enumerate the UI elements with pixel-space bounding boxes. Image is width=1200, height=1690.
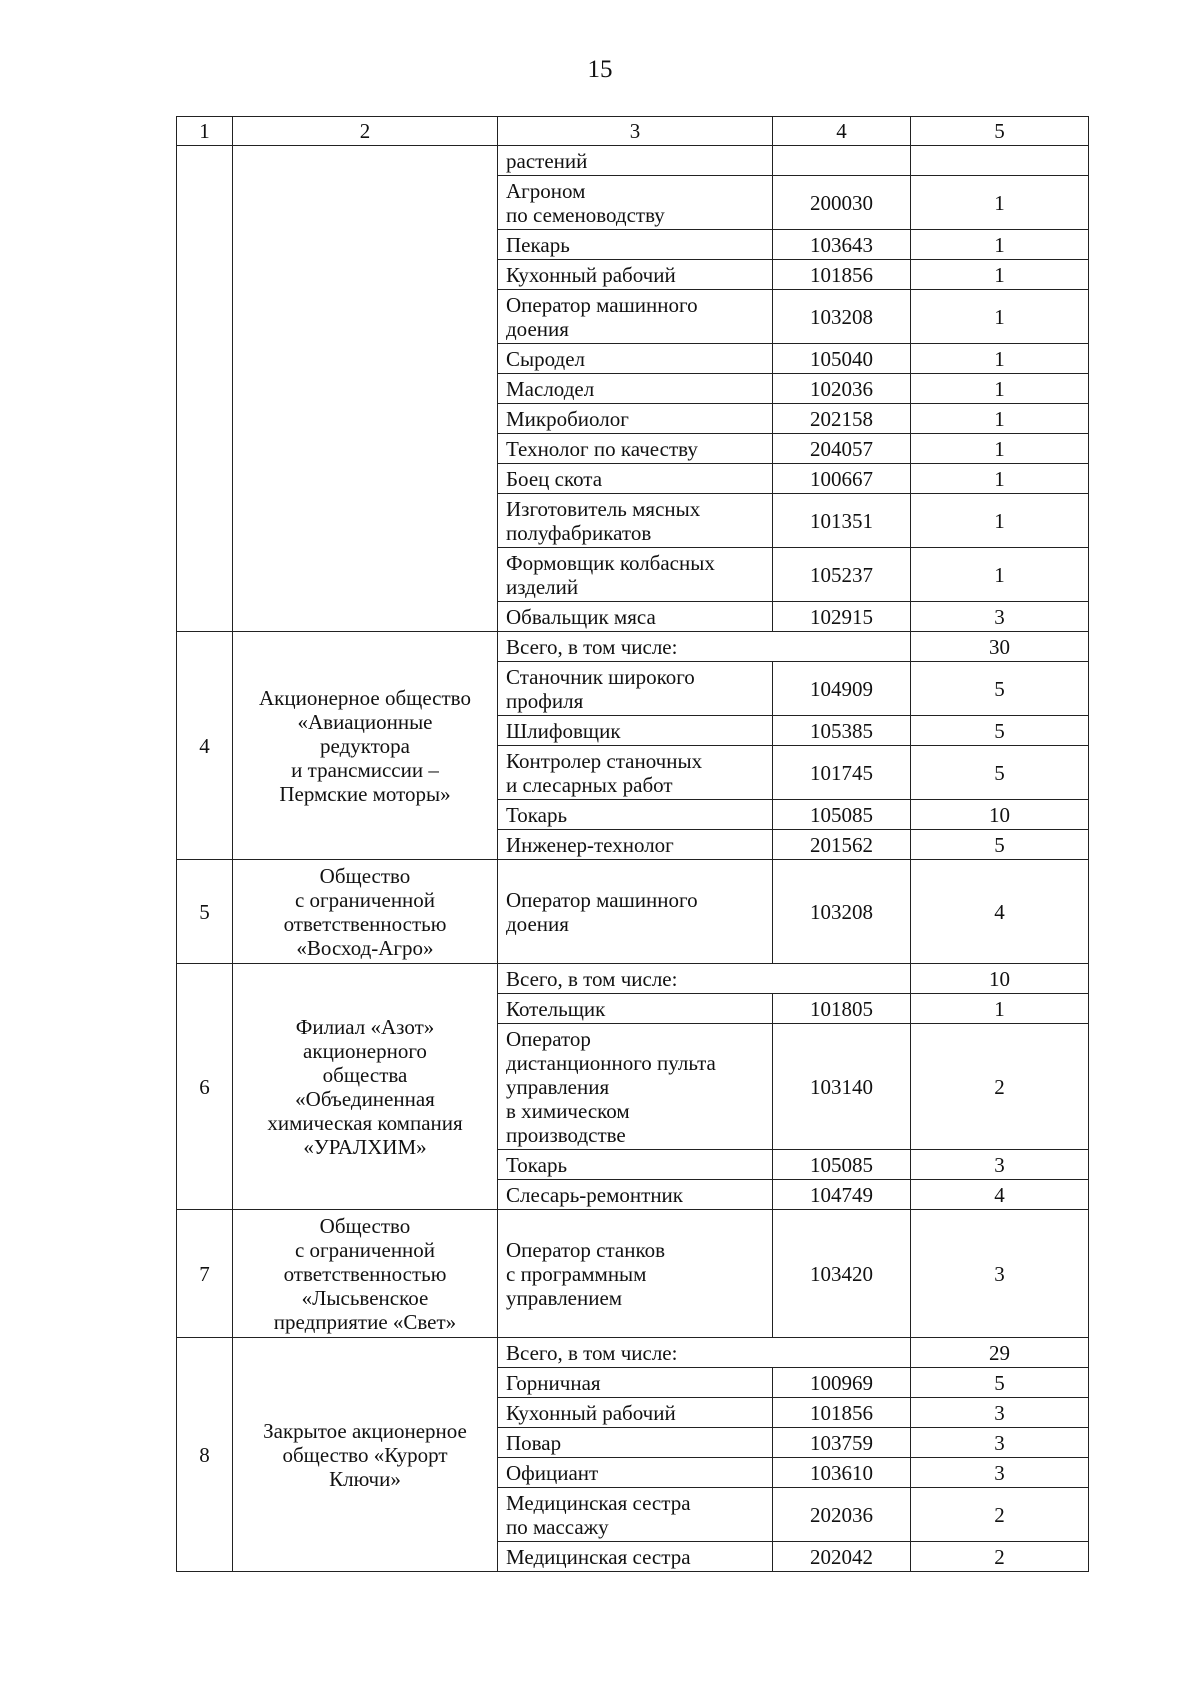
code-cell: 101856 xyxy=(773,1398,911,1428)
code-cell: 105237 xyxy=(773,548,911,602)
header-cell: 4 xyxy=(773,117,911,146)
code-cell: 103759 xyxy=(773,1428,911,1458)
profession-cell: Медицинская сестра по массажу xyxy=(498,1488,773,1542)
profession-cell: Повар xyxy=(498,1428,773,1458)
code-cell: 202042 xyxy=(773,1542,911,1572)
total-label-cell: Всего, в том числе: xyxy=(498,632,911,662)
header-cell: 5 xyxy=(911,117,1089,146)
quantity-cell: 4 xyxy=(911,1180,1089,1210)
code-cell: 202158 xyxy=(773,404,911,434)
quantity-cell: 3 xyxy=(911,1150,1089,1180)
quantity-cell: 3 xyxy=(911,1458,1089,1488)
total-label-cell: Всего, в том числе: xyxy=(498,1338,911,1368)
code-cell: 200030 xyxy=(773,176,911,230)
table-row xyxy=(177,860,1089,964)
quantity-cell: 3 xyxy=(911,1398,1089,1428)
quantity-cell: 5 xyxy=(911,662,1089,716)
profession-cell: Обвальщик мяса xyxy=(498,602,773,632)
profession-cell: Кухонный рабочий xyxy=(498,1398,773,1428)
profession-cell: Токарь xyxy=(498,800,773,830)
code-cell: 102036 xyxy=(773,374,911,404)
organization-cell: Общество с ограниченной ответственностью «Восход-Агро» xyxy=(233,860,498,964)
profession-cell: Микробиолог xyxy=(498,404,773,434)
row-number-cell: 7 xyxy=(177,1210,233,1338)
quantity-cell: 1 xyxy=(911,290,1089,344)
profession-cell: Оператор машинного доения xyxy=(498,290,773,344)
code-cell: 204057 xyxy=(773,434,911,464)
code-cell: 202036 xyxy=(773,1488,911,1542)
profession-cell: Сыродел xyxy=(498,344,773,374)
profession-cell: Официант xyxy=(498,1458,773,1488)
code-cell: 103140 xyxy=(773,1024,911,1150)
profession-cell: Технолог по качеству xyxy=(498,434,773,464)
quantity-cell: 4 xyxy=(911,860,1089,964)
header-cell: 3 xyxy=(498,117,773,146)
code-cell: 103208 xyxy=(773,290,911,344)
table-header-row xyxy=(177,117,1089,146)
quantity-cell: 1 xyxy=(911,374,1089,404)
code-cell: 105085 xyxy=(773,1150,911,1180)
row-number-cell: 8 xyxy=(177,1338,233,1572)
code-cell: 103610 xyxy=(773,1458,911,1488)
profession-cell: Агроном по семеноводству xyxy=(498,176,773,230)
code-cell: 101351 xyxy=(773,494,911,548)
quantity-cell: 3 xyxy=(911,1428,1089,1458)
profession-cell: растений xyxy=(498,146,773,176)
code-cell: 103420 xyxy=(773,1210,911,1338)
organization-cell: Закрытое акционерное общество «Курорт Ключи» xyxy=(233,1338,498,1572)
code-cell: 105040 xyxy=(773,344,911,374)
profession-cell: Оператор станков с программным управлением xyxy=(498,1210,773,1338)
organization-cell: Акционерное общество «Авиационные редуктора и трансмиссии – Пермские моторы» xyxy=(233,632,498,860)
code-cell: 101805 xyxy=(773,994,911,1024)
profession-cell: Горничная xyxy=(498,1368,773,1398)
total-quantity-cell: 10 xyxy=(911,964,1089,994)
total-quantity-cell: 30 xyxy=(911,632,1089,662)
table-row xyxy=(177,964,1089,994)
profession-cell: Станочник широкого профиля xyxy=(498,662,773,716)
code-cell: 105085 xyxy=(773,800,911,830)
quantity-cell: 5 xyxy=(911,716,1089,746)
code-cell xyxy=(773,146,911,176)
table-row xyxy=(177,1338,1089,1368)
quantity-cell: 5 xyxy=(911,1368,1089,1398)
code-cell: 201562 xyxy=(773,830,911,860)
quantity-cell: 2 xyxy=(911,1542,1089,1572)
total-label-cell: Всего, в том числе: xyxy=(498,964,911,994)
row-number-cell: 6 xyxy=(177,964,233,1210)
code-cell: 100667 xyxy=(773,464,911,494)
profession-cell: Изготовитель мясных полуфабрикатов xyxy=(498,494,773,548)
profession-cell: Инженер-технолог xyxy=(498,830,773,860)
quantity-cell xyxy=(911,146,1089,176)
profession-cell: Котельщик xyxy=(498,994,773,1024)
quantity-cell: 2 xyxy=(911,1024,1089,1150)
profession-cell: Оператор дистанционного пульта управления в химическом производстве xyxy=(498,1024,773,1150)
quantity-cell: 1 xyxy=(911,260,1089,290)
code-cell: 101745 xyxy=(773,746,911,800)
page-number: 15 xyxy=(587,56,613,83)
row-number-cell: 5 xyxy=(177,860,233,964)
quantity-cell: 2 xyxy=(911,1488,1089,1542)
code-cell: 100969 xyxy=(773,1368,911,1398)
profession-cell: Формовщик колбасных изделий xyxy=(498,548,773,602)
quantity-cell: 1 xyxy=(911,230,1089,260)
profession-cell: Контролер станочных и слесарных работ xyxy=(498,746,773,800)
profession-cell: Токарь xyxy=(498,1150,773,1180)
organization-cell: Филиал «Азот» акционерного общества «Объединенная химическая компания «УРАЛХИМ» xyxy=(233,964,498,1210)
row-number-cell xyxy=(177,146,233,632)
code-cell: 102915 xyxy=(773,602,911,632)
quantity-cell: 5 xyxy=(911,830,1089,860)
code-cell: 103643 xyxy=(773,230,911,260)
code-cell: 104909 xyxy=(773,662,911,716)
profession-cell: Оператор машинного доения xyxy=(498,860,773,964)
quantity-cell: 3 xyxy=(911,1210,1089,1338)
code-cell: 105385 xyxy=(773,716,911,746)
code-cell: 101856 xyxy=(773,260,911,290)
profession-cell: Шлифовщик xyxy=(498,716,773,746)
code-cell: 104749 xyxy=(773,1180,911,1210)
table-row xyxy=(177,146,1089,176)
quantity-cell: 1 xyxy=(911,344,1089,374)
quantity-cell: 1 xyxy=(911,464,1089,494)
organization-cell xyxy=(233,146,498,632)
quantity-cell: 10 xyxy=(911,800,1089,830)
table-row xyxy=(177,1210,1089,1338)
vacancies-table xyxy=(176,116,1089,1572)
quantity-cell: 1 xyxy=(911,176,1089,230)
quantity-cell: 1 xyxy=(911,994,1089,1024)
profession-cell: Боец скота xyxy=(498,464,773,494)
profession-cell: Пекарь xyxy=(498,230,773,260)
quantity-cell: 1 xyxy=(911,494,1089,548)
profession-cell: Медицинская сестра xyxy=(498,1542,773,1572)
quantity-cell: 1 xyxy=(911,434,1089,464)
total-quantity-cell: 29 xyxy=(911,1338,1089,1368)
organization-cell: Общество с ограниченной ответственностью «Лысьвенское предприятие «Свет» xyxy=(233,1210,498,1338)
header-cell: 1 xyxy=(177,117,233,146)
table-row xyxy=(177,632,1089,662)
quantity-cell: 1 xyxy=(911,548,1089,602)
quantity-cell: 5 xyxy=(911,746,1089,800)
row-number-cell: 4 xyxy=(177,632,233,860)
profession-cell: Маслодел xyxy=(498,374,773,404)
code-cell: 103208 xyxy=(773,860,911,964)
header-cell: 2 xyxy=(233,117,498,146)
profession-cell: Слесарь-ремонтник xyxy=(498,1180,773,1210)
quantity-cell: 1 xyxy=(911,404,1089,434)
profession-cell: Кухонный рабочий xyxy=(498,260,773,290)
quantity-cell: 3 xyxy=(911,602,1089,632)
